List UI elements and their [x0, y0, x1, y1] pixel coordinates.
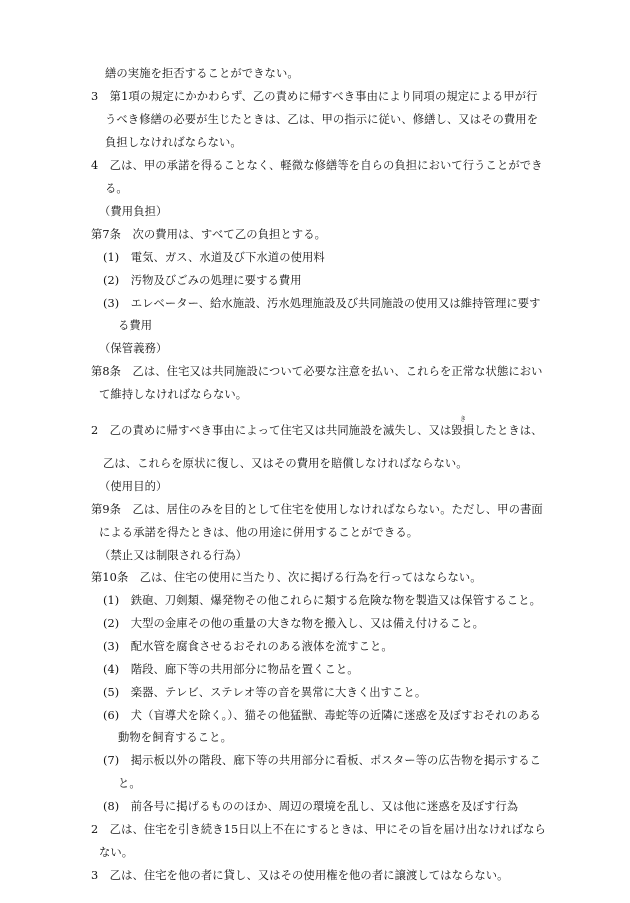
list-item: (7) 掲示板以外の階段、廊下等の共用部分に看板、ポスター等の広告物を掲示するこ: [103, 754, 541, 767]
article-line: 第9条 乙は、居住のみを目的として住宅を使用しなければならない。ただし、甲の書面: [91, 503, 543, 516]
list-item: (1) 電気、ガス、水道及び下水道の使用料: [103, 251, 325, 264]
article-line: 第10条 乙は、住宅の使用に当たり、次に掲げる行為を行ってはならない。: [91, 571, 482, 584]
section-heading: （禁止又は制限される行為）: [99, 549, 248, 562]
text-line: 乙は、これらを原状に復し、又はその費用を賠償しなければならない。: [103, 457, 468, 470]
list-item: (4) 階段、廊下等の共用部分に物品を置くこと。: [103, 663, 359, 676]
ruby-annotation: き: [460, 416, 467, 423]
list-item: (6) 犬（盲導犬を除く。）、猫その他猛獣、毒蛇等の近隣に迷惑を及ぼすおそれのある: [103, 709, 541, 722]
list-item: (5) 楽器、テレビ、ステレオ等の音を異常に大きく出すこと。: [103, 686, 427, 699]
text-line: による承諾を得たときは、他の用途に併用することができる。: [99, 526, 419, 539]
text-line: 4 乙は、甲の承諾を得ることなく、軽微な修繕等を自らの負担において行うことができ: [91, 159, 543, 172]
list-item: (8) 前各号に掲げるもののほか、周辺の環境を乱し、又は他に迷惑を及ぼす行為: [103, 800, 519, 813]
text-line: 3 乙は、住宅を他の者に貸し、又はその使用権を他の者に譲渡してはならない。: [91, 869, 509, 882]
list-item: (3) 配水管を腐食させるおそれのある液体を流すこと。: [103, 640, 393, 653]
article-line: 第8条 乙は、住宅又は共同施設について必要な注意を払い、これらを正常な状態におい: [91, 365, 543, 378]
list-item: (1) 鉄砲、刀剣類、爆発物その他これらに類する危険な物を製造又は保管すること。: [103, 594, 541, 607]
text-line: うべき修繕の必要が生じたときは、乙は、甲の指示に従い、修繕し、又はその費用を: [105, 113, 539, 126]
list-item: (2) 汚物及びごみの処理に要する費用: [103, 274, 302, 287]
section-heading: （使用目的）: [99, 480, 168, 493]
text-line: る。: [105, 182, 128, 195]
list-item: る費用: [118, 319, 153, 332]
text-line: 負担しなければならない。: [105, 136, 242, 149]
text-line: 3 第1項の規定にかかわらず、乙の責めに帰すべき事由により同項の規定による甲が行: [91, 90, 538, 103]
text-line: 2 乙の責めに帰すべき事由によって住宅又は共同施設を滅失し、又は毀損したときは、: [91, 424, 543, 437]
list-item: (2) 大型の金庫その他の重量の大きな物を搬入し、又は備え付けること。: [103, 617, 485, 630]
text-line: 2 乙は、住宅を引き続き15日以上不在にするときは、甲にその旨を届け出なければなら: [91, 823, 546, 836]
section-heading: （保管義務）: [99, 342, 168, 355]
text-line: ない。: [99, 846, 134, 859]
section-heading: （費用負担）: [99, 205, 168, 218]
list-item: (3) エレベーター、給水施設、汚水処理施設及び共同施設の使用又は維持管理に要す: [103, 297, 541, 310]
list-item: 動物を飼育すること。: [118, 731, 232, 744]
list-item: と。: [118, 777, 141, 790]
article-line: 第7条 次の費用は、すべて乙の負担とする。: [91, 228, 327, 241]
text-line: 繕の実施を拒否することができない。: [105, 67, 299, 80]
text-line: て維持しなければならない。: [99, 388, 248, 401]
